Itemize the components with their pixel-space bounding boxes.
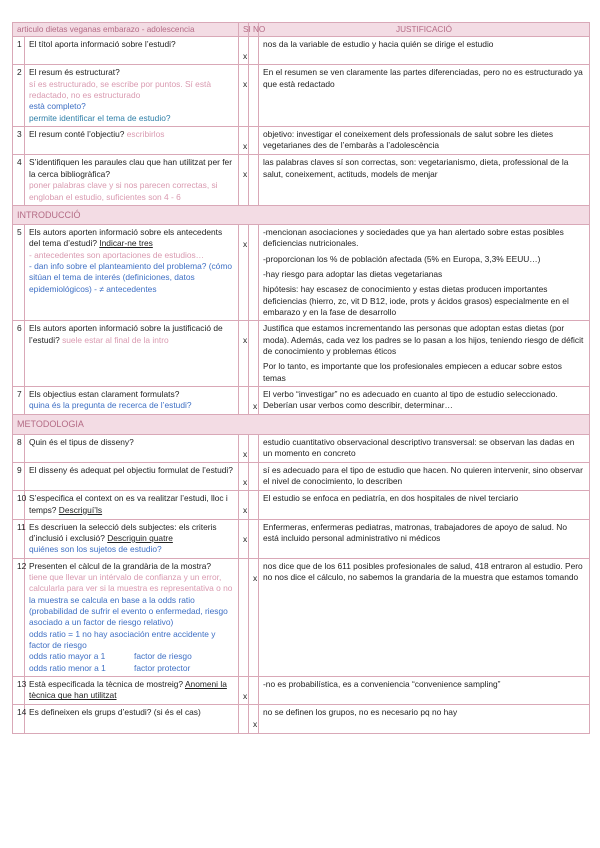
row-number: 10 — [13, 491, 25, 519]
annotation-note: suele estar al final de la intro — [62, 334, 169, 345]
odds-row — [29, 663, 234, 674]
no-cell — [249, 434, 259, 462]
table-row — [13, 558, 590, 676]
row-number: 7 — [13, 387, 25, 415]
si-cell — [239, 491, 249, 519]
justification-cell — [259, 387, 590, 415]
annotation-note: poner palabras clave y si nos parecen correctas, si engloban el estudio, suficientes son 4 - 6 — [29, 180, 218, 202]
question-instruction: Indicar-ne tres — [99, 238, 153, 249]
justification-cell — [259, 37, 590, 65]
question-text: Els autors aporten informació sobre els antecedents del tema d’estudi? — [29, 226, 223, 249]
justification-text: -hay riesgo para adoptar las dietas vegetarianas — [263, 269, 443, 280]
annotation-blue: quina és la pregunta de recerca de l’estudi? — [29, 400, 192, 411]
question-cell — [25, 387, 239, 415]
annotation-blue: odds ratio = 1 no hay asociación entre accidente y factor de riesgo — [29, 628, 216, 651]
question-cell — [25, 224, 239, 320]
justification-text: -proporcionan los % de población afectada (5% en Europa, 3,3% EEUU…) — [263, 253, 541, 264]
justification-text: nos da la variable de estudio y hacia quién se dirige el estudio — [263, 39, 494, 50]
no-cell — [249, 387, 259, 415]
question-instruction: Descriguí’ls — [58, 504, 103, 515]
table-row — [13, 434, 590, 462]
si-cell — [239, 155, 249, 205]
justification-text: El estudio se enfoca en pediatría, en dos hospitales de nivel terciario — [263, 493, 519, 504]
no-cell — [249, 37, 259, 65]
question-text: El títol aporta informació sobre l’estudi? — [29, 39, 176, 50]
justification-text: -no es probabilística, es a conveniencia “convenience sampling” — [263, 679, 501, 690]
justification-text: no se definen los grupos, no es necesario pq no hay — [263, 707, 458, 718]
no-cell — [249, 491, 259, 519]
row-number: 12 — [13, 558, 25, 676]
row-number: 9 — [13, 462, 25, 490]
annotation-note: tiene que llevar un intérvalo de confianza y un error, calcularla para ver si la muestra es representativa o no — [29, 572, 233, 594]
no-cell — [249, 677, 259, 705]
odds-label: odds ratio menor a 1 — [29, 662, 106, 673]
table-row — [13, 491, 590, 519]
answer-mark: x — [243, 505, 248, 516]
header-title: articulo dietas veganas embarazo - adolescencia — [13, 23, 239, 37]
justification-cell — [259, 224, 590, 320]
table-row — [13, 462, 590, 490]
justification-text: sí es adecuado para el tipo de estudio que hacen. No quieren intervenir, sino observar el nivel de conocimiento, lo describen — [263, 464, 583, 487]
justification-cell — [259, 65, 590, 127]
question-text: Els autors aporten informació sobre la justificació de l’estudi? — [29, 323, 223, 345]
si-cell — [239, 127, 249, 155]
row-number: 14 — [13, 705, 25, 733]
table-row — [13, 37, 590, 65]
si-cell — [239, 434, 249, 462]
justification-text: Enfermeras, enfermeras pediatras, matronas, trabajadores de apoyo de salud. No está incluido personal administrativo ni médicos — [263, 521, 567, 543]
question-cell — [25, 37, 239, 65]
row-number: 3 — [13, 127, 25, 155]
question-text: El disseny és adequat pel objectiu formulat de l’estudi? — [29, 464, 233, 475]
question-text: Està especificada la tècnica de mostreig? — [29, 679, 184, 690]
question-text: Els objectius estan clarament formulats? — [29, 389, 180, 400]
row-number: 2 — [13, 65, 25, 127]
justification-text: Por lo tanto, es importante que los profesionales empiecen a educar sobre estos temas — [263, 361, 562, 383]
answer-mark: x — [243, 238, 248, 249]
answer-mark: x — [243, 141, 248, 152]
odds-label: odds ratio mayor a 1 — [29, 651, 106, 662]
answer-mark: x — [253, 572, 258, 583]
question-cell — [25, 677, 239, 705]
si-cell — [239, 37, 249, 65]
justification-text: las palabras claves sí son correctas, son: vegetarianismo, dieta, professional de la salut, coneixement, actituds, models de menjar — [263, 157, 569, 179]
question-cell — [25, 321, 239, 387]
table-row — [13, 677, 590, 705]
table-row — [13, 224, 590, 320]
justification-text: En el resumen se ven claramente las partes diferenciadas, pero no es estructurado ya que està redactado — [263, 67, 583, 89]
annotation-blue: està completo? — [29, 101, 86, 112]
row-number: 13 — [13, 677, 25, 705]
table-row — [13, 705, 590, 733]
question-text: S’especifica el context on es va realitzar l’estudi, lloc i temps? — [29, 493, 228, 515]
si-cell — [239, 65, 249, 127]
si-cell — [239, 705, 249, 733]
header-justification: JUSTIFICACIÓ — [259, 23, 590, 37]
annotation-blue: quiénes son los sujetos de estudio? — [29, 544, 162, 555]
justification-cell — [259, 519, 590, 558]
justification-text: objetivo: investigar el coneixement dels professionals de salut sobre les dietes vegetarianes des de l’embaràs a l’adolescència — [263, 129, 554, 151]
justification-cell — [259, 462, 590, 490]
odds-meaning: factor protector — [134, 662, 191, 673]
no-cell — [249, 127, 259, 155]
section-introduccio-row — [13, 205, 590, 224]
annotation-note: - antecedentes son aportaciones de estudios… — [29, 249, 205, 260]
odds-meaning: factor de riesgo — [134, 651, 192, 662]
justification-text: -mencionan asociaciones y sociedades que ya han alertado sobre estas posibles deficiencias nutricionales. — [263, 226, 564, 249]
question-text: Es defineixen els grups d’estudi? (si és el cas) — [29, 707, 201, 718]
section-metodologia: METODOLOGIA — [13, 415, 590, 434]
question-instruction: Descriguin quatre — [107, 532, 173, 543]
no-cell — [249, 705, 259, 733]
question-text: El resum conté l’objectiu? — [29, 129, 125, 140]
si-cell — [239, 558, 249, 676]
odds-row — [29, 651, 234, 662]
table-row — [13, 155, 590, 205]
annotation-blue: - dan info sobre el planteamiento del problema? (cómo sitúan el tema de interés (definiciones, datos epidemiológicos) - ≠ antecedentes — [29, 261, 232, 294]
question-text: Quin és el tipus de disseny? — [29, 436, 134, 447]
row-number: 6 — [13, 321, 25, 387]
no-cell — [249, 65, 259, 127]
answer-mark: x — [243, 691, 248, 702]
question-text: Presenten el càlcul de la grandària de la mostra? — [29, 560, 212, 571]
si-cell — [239, 462, 249, 490]
question-cell — [25, 558, 239, 676]
answer-mark: x — [243, 169, 248, 180]
answer-mark: x — [243, 79, 248, 90]
justification-text: hipótesis: hay escasez de conocimiento y estas dietas producen importantes deficiencias (hierro, zc, vit D B12, iode, prots y ácidos grasos) especialmente en el embarazo y en la fase de desarrollo — [263, 284, 569, 318]
answer-mark: x — [243, 335, 248, 346]
table-row — [13, 65, 590, 127]
question-text: Es descriuen la selecció dels subjectes: els criteris d’inclusió i exclusió? — [29, 521, 217, 543]
no-cell — [249, 155, 259, 205]
justification-cell — [259, 434, 590, 462]
row-number: 5 — [13, 224, 25, 320]
no-cell — [249, 462, 259, 490]
question-cell — [25, 705, 239, 733]
justification-cell — [259, 558, 590, 676]
justification-cell — [259, 491, 590, 519]
answer-mark: x — [253, 401, 258, 412]
justification-cell — [259, 127, 590, 155]
row-number: 8 — [13, 434, 25, 462]
row-number: 11 — [13, 519, 25, 558]
section-metodologia-row — [13, 415, 590, 434]
question-cell — [25, 434, 239, 462]
question-text: S’identifiquen les paraules clau que han utilitzat per fer la cerca bibliogràfica? — [29, 157, 232, 179]
question-text: El resum és estructurat? — [29, 67, 120, 78]
row-number: 4 — [13, 155, 25, 205]
no-cell — [249, 519, 259, 558]
si-cell — [239, 677, 249, 705]
table-row — [13, 519, 590, 558]
answer-mark: x — [243, 476, 248, 487]
answer-mark: x — [243, 51, 248, 62]
si-cell — [239, 321, 249, 387]
question-cell — [25, 65, 239, 127]
no-cell — [249, 224, 259, 320]
answer-mark: x — [243, 533, 248, 544]
question-cell — [25, 491, 239, 519]
question-cell — [25, 127, 239, 155]
justification-text: Justifica que estamos incrementando las personas que adoptan estas dietas (por moda). Además, cada vez los padres se lo pasan a los hijos, teniendo riesgo de déficit de conocimiento y problemas éticos — [263, 323, 584, 357]
justification-text: estudio cuantitativo observacional descriptivo transversal: se observan las dadas en un momento en concreto — [263, 436, 575, 458]
table-row — [13, 321, 590, 387]
annotation-teal: permite identificar el tema de estudio? — [29, 112, 171, 123]
annotation-blue: la muestra se calcula en base a la odds ratio (probabilidad de sufrir el evento o enfermedad, riesgo asociado a un factor de riesgo relativo) — [29, 594, 228, 628]
table-row — [13, 127, 590, 155]
justification-text: nos dice que de los 611 posibles profesionales de salud, 418 entraron al estudio. Pero no nos dice el cálculo, no sabemos la grandaria de la muestra que estamos tomando — [263, 560, 583, 582]
header-si: SI — [239, 23, 249, 37]
row-number: 1 — [13, 37, 25, 65]
annotation-note: sí es estructurado, se escribe por puntos. Sí està redactado, no es estructurado — [29, 78, 212, 101]
justification-cell — [259, 155, 590, 205]
table-row — [13, 387, 590, 415]
table-header — [13, 23, 590, 37]
question-cell — [25, 155, 239, 205]
answer-mark: x — [253, 719, 258, 730]
justification-cell — [259, 677, 590, 705]
no-cell — [249, 321, 259, 387]
si-cell — [239, 224, 249, 320]
header-no: NO — [249, 23, 259, 37]
no-cell — [249, 558, 259, 676]
si-cell — [239, 387, 249, 415]
evaluation-table — [12, 22, 590, 734]
section-introduccio: INTRODUCCIÓ — [13, 205, 590, 224]
annotation-note: escribirlos — [126, 129, 165, 140]
si-cell — [239, 519, 249, 558]
answer-mark: x — [243, 448, 248, 459]
question-instruction: Anomeni la tècnica que han utilitzat — [29, 679, 227, 701]
question-cell — [25, 462, 239, 490]
justification-cell — [259, 705, 590, 733]
justification-text: El verbo “investigar” no es adecuado en cuanto al tipo de estudio seleccionado. Deberían usar verbos como describir, determinar… — [263, 389, 558, 411]
question-cell — [25, 519, 239, 558]
justification-cell — [259, 321, 590, 387]
